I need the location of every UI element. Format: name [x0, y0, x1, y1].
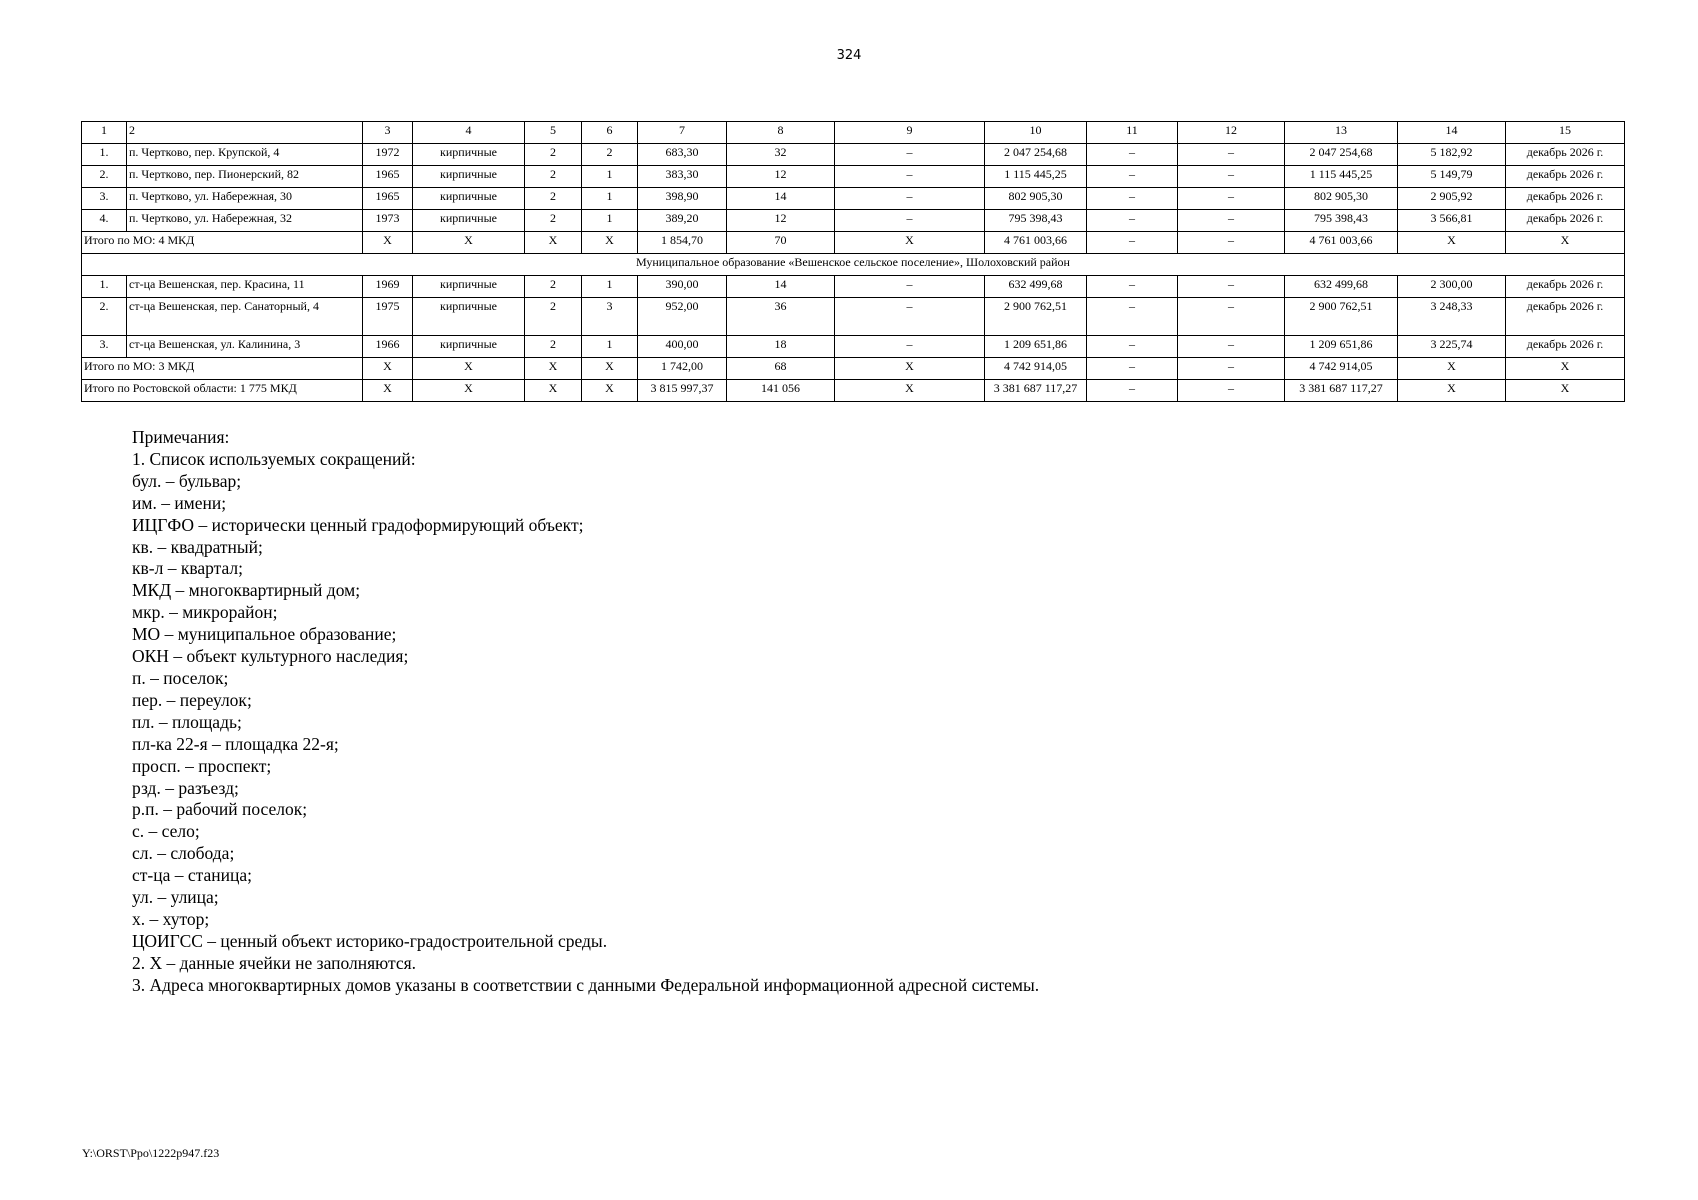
- note-line: с. – село;: [132, 821, 200, 842]
- note-line: рзд. – разъезд;: [132, 777, 239, 798]
- table-cell: 1 854,70: [638, 232, 727, 254]
- table-cell: 3 225,74: [1398, 336, 1506, 358]
- column-header: 11: [1087, 122, 1178, 144]
- table-cell: –: [1178, 336, 1285, 358]
- table-cell: –: [1178, 380, 1285, 402]
- table-cell: 1: [582, 336, 638, 358]
- table-cell: 5 182,92: [1398, 144, 1506, 166]
- table-cell: 2: [525, 276, 582, 298]
- table-row: [82, 166, 1625, 188]
- table-cell: 952,00: [638, 298, 727, 336]
- page-number: 324: [836, 48, 862, 63]
- table-cell: –: [835, 210, 985, 232]
- table-cell: 141 056: [727, 380, 835, 402]
- table-cell: X: [835, 380, 985, 402]
- notes-heading: Примечания:: [132, 427, 230, 447]
- table-cell: X: [1398, 380, 1506, 402]
- table-row: [82, 298, 1625, 336]
- table-cell: 4 761 003,66: [1285, 232, 1398, 254]
- table-cell: 32: [727, 144, 835, 166]
- table-cell: –: [1087, 336, 1178, 358]
- table-cell: п. Чертково, пер. Крупской, 4: [127, 144, 363, 166]
- table-cell: –: [1178, 276, 1285, 298]
- table-cell: 1966: [363, 336, 413, 358]
- table-cell: 1.: [82, 144, 127, 166]
- table-cell: –: [1087, 144, 1178, 166]
- note-line: х. – хутор;: [132, 908, 210, 929]
- table-cell: кирпичные: [413, 210, 525, 232]
- table-cell: 36: [727, 298, 835, 336]
- table-cell: 2 047 254,68: [1285, 144, 1398, 166]
- section-title: Муниципальное образование «Вешенское сельское поселение», Шолоховский район: [82, 254, 1625, 276]
- table-cell: 2: [525, 144, 582, 166]
- table-cell: 683,30: [638, 144, 727, 166]
- table-cell: декабрь 2026 г.: [1506, 276, 1625, 298]
- table-cell: 3.: [82, 336, 127, 358]
- table-cell: 4.: [82, 210, 127, 232]
- table-cell: 1: [582, 276, 638, 298]
- table-cell: декабрь 2026 г.: [1506, 188, 1625, 210]
- table-cell: X: [525, 358, 582, 380]
- column-header: 3: [363, 122, 413, 144]
- column-header: 9: [835, 122, 985, 144]
- column-header: 6: [582, 122, 638, 144]
- table-cell: 2 900 762,51: [1285, 298, 1398, 336]
- column-header: 10: [985, 122, 1087, 144]
- note-line: ИЦГФО – исторически ценный градоформирующий объект;: [132, 514, 584, 535]
- table-cell: 802 905,30: [985, 188, 1087, 210]
- column-header: 4: [413, 122, 525, 144]
- column-header: 8: [727, 122, 835, 144]
- table-cell: 1972: [363, 144, 413, 166]
- table-cell: –: [1087, 358, 1178, 380]
- table-cell: –: [835, 298, 985, 336]
- table-cell: 1975: [363, 298, 413, 336]
- table-cell: 2 905,92: [1398, 188, 1506, 210]
- table-cell: X: [1506, 380, 1625, 402]
- column-header: 12: [1178, 122, 1285, 144]
- table-cell: 2: [525, 166, 582, 188]
- note-line: МКД – многоквартирный дом;: [132, 580, 361, 601]
- note-line: пл. – площадь;: [132, 711, 242, 732]
- note-line: кв. – квадратный;: [132, 536, 263, 557]
- table-cell: 4 742 914,05: [985, 358, 1087, 380]
- table-cell: 632 499,68: [1285, 276, 1398, 298]
- table-cell: X: [1398, 232, 1506, 254]
- table-cell: 795 398,43: [1285, 210, 1398, 232]
- note-line: р.п. – рабочий поселок;: [132, 799, 308, 820]
- table-cell: X: [363, 380, 413, 402]
- note-line: просп. – проспект;: [132, 755, 272, 776]
- table-cell: 1973: [363, 210, 413, 232]
- column-header: 5: [525, 122, 582, 144]
- table-cell: –: [1178, 166, 1285, 188]
- table-cell: X: [525, 232, 582, 254]
- table-cell: декабрь 2026 г.: [1506, 336, 1625, 358]
- table-cell: 2: [525, 298, 582, 336]
- table-row: [82, 144, 1625, 166]
- table-cell: X: [835, 232, 985, 254]
- column-header: 2: [127, 122, 363, 144]
- table-cell: кирпичные: [413, 144, 525, 166]
- table-cell: 3 381 687 117,27: [1285, 380, 1398, 402]
- note-line: им. – имени;: [132, 492, 227, 513]
- table-cell: 4 761 003,66: [985, 232, 1087, 254]
- table-cell: 3.: [82, 188, 127, 210]
- table-cell: –: [1178, 358, 1285, 380]
- note-line: кв-л – квартал;: [132, 558, 244, 579]
- table-cell: –: [1087, 210, 1178, 232]
- table-cell: 1 115 445,25: [985, 166, 1087, 188]
- note-line: мкр. – микрорайон;: [132, 602, 278, 623]
- table-cell: ст-ца Вешенская, ул. Калинина, 3: [127, 336, 363, 358]
- table-cell: п. Чертково, ул. Набережная, 32: [127, 210, 363, 232]
- column-header: 14: [1398, 122, 1506, 144]
- table-cell: 1 742,00: [638, 358, 727, 380]
- table-cell: 1: [582, 166, 638, 188]
- table-cell: 2.: [82, 298, 127, 336]
- table-cell: –: [835, 166, 985, 188]
- table-cell: –: [1178, 210, 1285, 232]
- section-title-row: [82, 254, 1625, 276]
- table-cell: X: [582, 380, 638, 402]
- note-line: 1. Список используемых сокращений:: [132, 448, 416, 469]
- table-cell: –: [1087, 380, 1178, 402]
- table-cell: –: [835, 276, 985, 298]
- table-cell: 389,20: [638, 210, 727, 232]
- table-row: [82, 210, 1625, 232]
- subtotal-row: [82, 358, 1625, 380]
- table-cell: ст-ца Вешенская, пер. Санаторный, 4: [127, 298, 363, 336]
- table-cell: ст-ца Вешенская, пер. Красина, 11: [127, 276, 363, 298]
- column-header: 15: [1506, 122, 1625, 144]
- table-cell: 400,00: [638, 336, 727, 358]
- table-cell: –: [1087, 232, 1178, 254]
- table-cell: X: [363, 358, 413, 380]
- table-cell: 12: [727, 210, 835, 232]
- table-cell: X: [1506, 358, 1625, 380]
- table-cell: 4 742 914,05: [1285, 358, 1398, 380]
- table-cell: 14: [727, 188, 835, 210]
- table-cell: X: [1398, 358, 1506, 380]
- note-line: 3. Адреса многоквартирных домов указаны в соответствии с данными Федеральной информационной адресной системы.: [132, 974, 1040, 995]
- table-cell: X: [363, 232, 413, 254]
- table-cell: кирпичные: [413, 188, 525, 210]
- table-cell: декабрь 2026 г.: [1506, 210, 1625, 232]
- note-line: ст-ца – станица;: [132, 865, 252, 886]
- housing-register-table: [81, 121, 1625, 402]
- table-cell: кирпичные: [413, 298, 525, 336]
- table-cell: 2 900 762,51: [985, 298, 1087, 336]
- table-cell: X: [525, 380, 582, 402]
- table-cell: декабрь 2026 г.: [1506, 298, 1625, 336]
- table-cell: 802 905,30: [1285, 188, 1398, 210]
- table-cell: –: [1087, 166, 1178, 188]
- file-path: Y:\ORST\Ppo\1222p947.f23: [82, 1146, 220, 1160]
- table-cell: кирпичные: [413, 166, 525, 188]
- table-cell: 2: [525, 188, 582, 210]
- table-cell: X: [1506, 232, 1625, 254]
- table-cell: 398,90: [638, 188, 727, 210]
- table-cell: –: [1087, 298, 1178, 336]
- table-cell: –: [835, 188, 985, 210]
- table-cell: декабрь 2026 г.: [1506, 144, 1625, 166]
- table-cell: 3 566,81: [1398, 210, 1506, 232]
- table-cell: 2 047 254,68: [985, 144, 1087, 166]
- table-cell: 1969: [363, 276, 413, 298]
- note-line: пер. – переулок;: [132, 689, 252, 710]
- table-cell: 632 499,68: [985, 276, 1087, 298]
- table-row: [82, 188, 1625, 210]
- table-cell: –: [1178, 144, 1285, 166]
- table-cell: 2 300,00: [1398, 276, 1506, 298]
- table-cell: 18: [727, 336, 835, 358]
- table-cell: кирпичные: [413, 276, 525, 298]
- table-cell: 14: [727, 276, 835, 298]
- table-cell: –: [1087, 188, 1178, 210]
- table-cell: 1 209 651,86: [1285, 336, 1398, 358]
- table-cell: 1.: [82, 276, 127, 298]
- table-cell: Итого по Ростовской области: 1 775 МКД: [82, 380, 363, 402]
- table-cell: –: [1178, 232, 1285, 254]
- notes-block: [132, 427, 1532, 997]
- table-cell: –: [1178, 298, 1285, 336]
- table-cell: 1965: [363, 166, 413, 188]
- table-cell: 12: [727, 166, 835, 188]
- table-cell: 2.: [82, 166, 127, 188]
- table-cell: –: [835, 144, 985, 166]
- table-row: [82, 276, 1625, 298]
- note-line: 2. X – данные ячейки не заполняются.: [132, 952, 417, 973]
- table-cell: 795 398,43: [985, 210, 1087, 232]
- table-cell: 68: [727, 358, 835, 380]
- table-cell: п. Чертково, ул. Набережная, 30: [127, 188, 363, 210]
- table-cell: X: [582, 358, 638, 380]
- note-line: ЦОИГСС – ценный объект историко-градостроительной среды.: [132, 930, 608, 951]
- table-cell: 2: [525, 210, 582, 232]
- table-cell: –: [1087, 276, 1178, 298]
- table-cell: –: [835, 336, 985, 358]
- table-cell: X: [413, 380, 525, 402]
- note-line: пл-ка 22-я – площадка 22-я;: [132, 733, 339, 754]
- header-row: [82, 122, 1625, 144]
- table-cell: 383,30: [638, 166, 727, 188]
- table-cell: 2: [525, 336, 582, 358]
- table-cell: кирпичные: [413, 336, 525, 358]
- column-header: 13: [1285, 122, 1398, 144]
- subtotal-row: [82, 232, 1625, 254]
- column-header: 7: [638, 122, 727, 144]
- note-line: ОКН – объект культурного наследия;: [132, 646, 409, 667]
- table-cell: X: [582, 232, 638, 254]
- note-line: сл. – слобода;: [132, 843, 235, 864]
- table-cell: 1965: [363, 188, 413, 210]
- note-line: п. – поселок;: [132, 667, 229, 688]
- table-cell: 1: [582, 188, 638, 210]
- table-cell: 2: [582, 144, 638, 166]
- table-cell: 3 248,33: [1398, 298, 1506, 336]
- table-cell: X: [413, 232, 525, 254]
- table-cell: 1 115 445,25: [1285, 166, 1398, 188]
- note-line: ул. – улица;: [132, 887, 219, 908]
- table-cell: 3 815 997,37: [638, 380, 727, 402]
- table-cell: 5 149,79: [1398, 166, 1506, 188]
- table-cell: 1 209 651,86: [985, 336, 1087, 358]
- table-cell: декабрь 2026 г.: [1506, 166, 1625, 188]
- table-cell: 70: [727, 232, 835, 254]
- table-cell: –: [1178, 188, 1285, 210]
- table-cell: 3: [582, 298, 638, 336]
- table-cell: X: [413, 358, 525, 380]
- table-cell: 1: [582, 210, 638, 232]
- grand-total-row: [82, 380, 1625, 402]
- table-cell: 3 381 687 117,27: [985, 380, 1087, 402]
- table-cell: п. Чертково, пер. Пионерский, 82: [127, 166, 363, 188]
- column-header: 1: [82, 122, 127, 144]
- note-line: бул. – бульвар;: [132, 470, 242, 491]
- note-line: МО – муниципальное образование;: [132, 624, 397, 645]
- table-cell: Итого по МО: 3 МКД: [82, 358, 363, 380]
- table-cell: Итого по МО: 4 МКД: [82, 232, 363, 254]
- table-cell: 390,00: [638, 276, 727, 298]
- table-row: [82, 336, 1625, 358]
- table-cell: X: [835, 358, 985, 380]
